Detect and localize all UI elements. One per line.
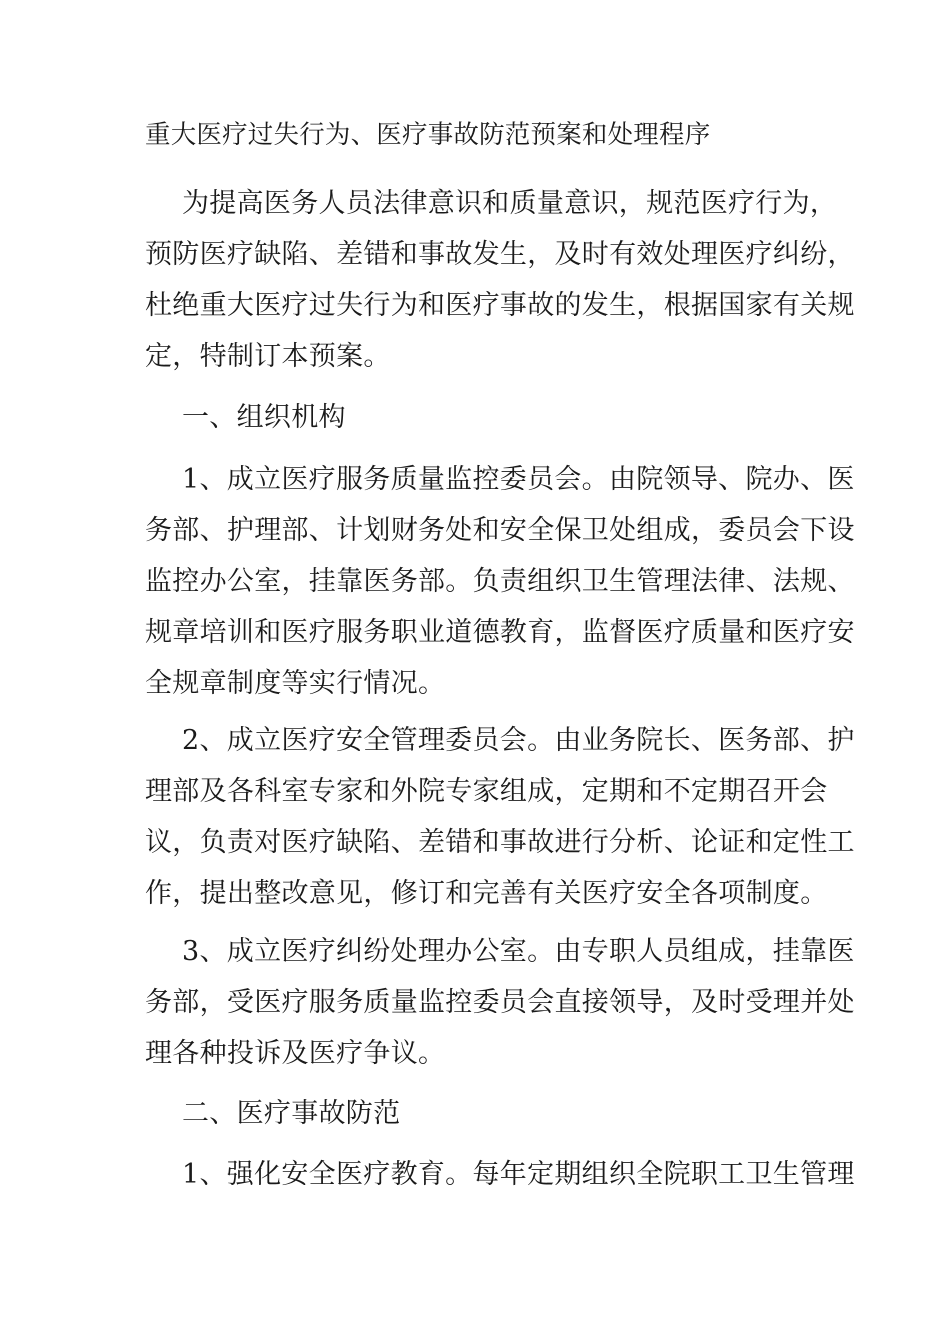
paragraph-prevention1-line-1: 1、强化安全医疗教育。每年定期组织全院职工卫生管理 [182,1159,855,1190]
document-title: 重大医疗过失行为、医疗事故防范预案和处理程序 [145,120,711,150]
section-heading-prevention: 二、医疗事故防范 [182,1098,401,1129]
paragraph-item2-line-3: 议，负责对医疗缺陷、差错和事故进行分析、论证和定性工 [145,827,855,858]
paragraph-intro-line-4: 定，特制订本预案。 [145,341,391,372]
paragraph-item2-line-1: 2、成立医疗安全管理委员会。由业务院长、医务部、护 [182,725,855,756]
paragraph-item1-line-5: 全规章制度等实行情况。 [145,668,446,699]
paragraph-item3-line-2: 务部，受医疗服务质量监控委员会直接领导，及时受理并处 [145,987,855,1018]
paragraph-intro-line-1: 为提高医务人员法律意识和质量意识，规范医疗行为， [182,188,838,219]
paragraph-item3-line-1: 3、成立医疗纠纷处理办公室。由专职人员组成，挂靠医 [182,936,855,967]
paragraph-item1-line-4: 规章培训和医疗服务职业道德教育，监督医疗质量和医疗安 [145,617,855,648]
paragraph-item1-line-1: 1、成立医疗服务质量监控委员会。由院领导、院办、医 [182,464,855,495]
paragraph-item2-line-4: 作，提出整改意见，修订和完善有关医疗安全各项制度。 [145,878,828,909]
paragraph-item1-line-2: 务部、护理部、计划财务处和安全保卫处组成，委员会下设 [145,515,855,546]
paragraph-item3-line-3: 理各种投诉及医疗争议。 [145,1038,446,1069]
paragraph-item1-line-3: 监控办公室，挂靠医务部。负责组织卫生管理法律、法规、 [145,566,855,597]
paragraph-item2-line-2: 理部及各科室专家和外院专家组成，定期和不定期召开会 [145,776,828,807]
section-heading-organization: 一、组织机构 [182,402,346,433]
paragraph-intro-line-3: 杜绝重大医疗过失行为和医疗事故的发生，根据国家有关规 [145,290,855,321]
paragraph-intro-line-2: 预防医疗缺陷、差错和事故发生，及时有效处理医疗纠纷， [145,239,855,270]
